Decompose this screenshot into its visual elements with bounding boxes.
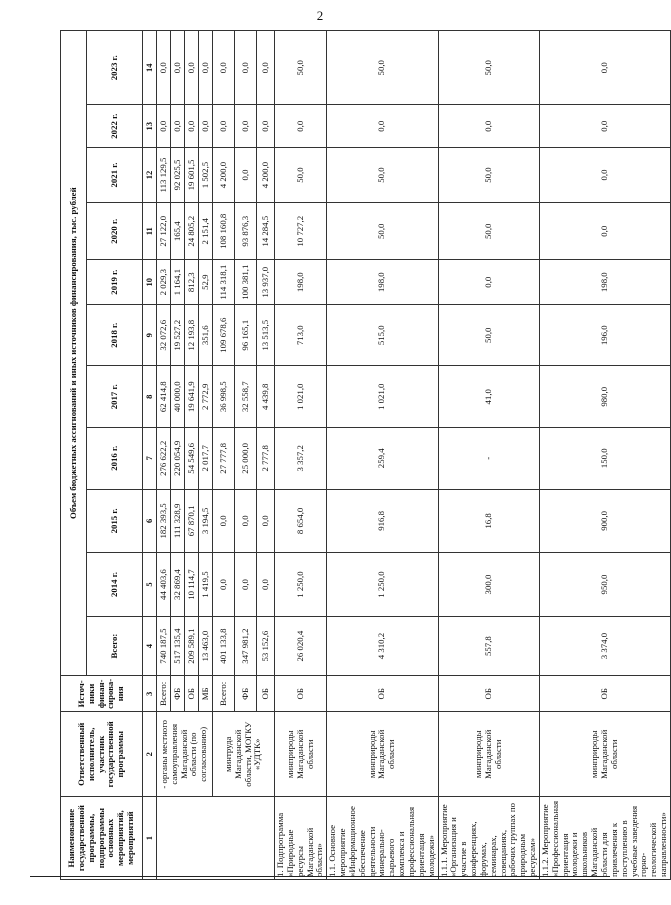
year-header: 2016 г. bbox=[87, 428, 143, 490]
value-cell: 4 200,0 bbox=[213, 147, 235, 202]
value-cell: 41,0 bbox=[438, 366, 539, 428]
column-number: 11 bbox=[143, 203, 157, 260]
year-header: 2018 г. bbox=[87, 304, 143, 366]
value-cell: 916,8 bbox=[327, 489, 438, 553]
src-cell: МБ bbox=[199, 676, 213, 712]
value-cell: 0,0 bbox=[539, 147, 670, 202]
table-row bbox=[275, 31, 327, 880]
value-cell: 50,0 bbox=[438, 31, 539, 106]
column-number: 1 bbox=[143, 797, 157, 880]
src-cell: ОБ bbox=[185, 676, 199, 712]
src-cell: Всего: bbox=[213, 676, 235, 712]
value-cell: 0,0 bbox=[213, 489, 235, 553]
col-name-header: Наименование государственной программы, подпрограммы основных мероприятий, мероприятий bbox=[61, 797, 143, 880]
column-number: 13 bbox=[143, 105, 157, 147]
value-cell: 0,0 bbox=[199, 31, 213, 106]
value-cell: 54 549,6 bbox=[185, 428, 199, 490]
total-cell: 53 152,6 bbox=[257, 616, 275, 675]
value-cell: 150,0 bbox=[539, 428, 670, 490]
src-cell: ОБ bbox=[438, 676, 539, 712]
resp-cell: минприроды Магаданской области bbox=[539, 712, 670, 797]
value-cell: 32 869,4 bbox=[171, 553, 185, 617]
value-cell: 24 805,2 bbox=[185, 203, 199, 260]
value-cell: 3 194,5 bbox=[199, 489, 213, 553]
value-cell: 198,0 bbox=[275, 260, 327, 305]
value-cell: 0,0 bbox=[171, 31, 185, 106]
value-cell: 2 777,8 bbox=[257, 428, 275, 490]
value-cell: 19 641,9 bbox=[185, 366, 199, 428]
item-name-cell: 1.1.1. Мероприятие «Организация и участие в конференциях, форумах, семинарах, совещаниях, рабочих группах по природным ресурсам» bbox=[438, 797, 539, 880]
value-cell: 713,0 bbox=[275, 304, 327, 366]
value-cell: 0,0 bbox=[539, 203, 670, 260]
value-cell: 0,0 bbox=[235, 147, 257, 202]
value-cell: 0,0 bbox=[199, 105, 213, 147]
column-number: 6 bbox=[143, 489, 157, 553]
value-cell: 50,0 bbox=[438, 304, 539, 366]
value-cell: 96 165,1 bbox=[235, 304, 257, 366]
value-cell: 276 622,2 bbox=[157, 428, 171, 490]
value-cell: 1 021,0 bbox=[327, 366, 438, 428]
value-cell: 111 328,9 bbox=[171, 489, 185, 553]
value-cell: 12 193,8 bbox=[185, 304, 199, 366]
value-cell: 67 870,1 bbox=[185, 489, 199, 553]
value-cell: 0,0 bbox=[257, 553, 275, 617]
table-row bbox=[213, 31, 235, 880]
column-number-row bbox=[143, 31, 157, 880]
value-cell: 44 403,6 bbox=[157, 553, 171, 617]
value-cell: 32 072,6 bbox=[157, 304, 171, 366]
value-cell: 27 777,8 bbox=[213, 428, 235, 490]
value-cell: 165,4 bbox=[171, 203, 185, 260]
value-cell: 13 937,0 bbox=[257, 260, 275, 305]
value-cell: 0,0 bbox=[275, 105, 327, 147]
value-cell: 515,0 bbox=[327, 304, 438, 366]
value-cell: 0,0 bbox=[235, 489, 257, 553]
value-cell: 198,0 bbox=[327, 260, 438, 305]
table-row bbox=[157, 31, 171, 880]
value-cell: 2 029,3 bbox=[157, 260, 171, 305]
column-number: 8 bbox=[143, 366, 157, 428]
year-header: 2019 г. bbox=[87, 260, 143, 305]
value-cell: 3 357,2 bbox=[275, 428, 327, 490]
src-cell: ОБ bbox=[275, 676, 327, 712]
value-cell: 0,0 bbox=[257, 105, 275, 147]
value-cell: 1 250,0 bbox=[327, 553, 438, 617]
value-cell: 92 025,5 bbox=[171, 147, 185, 202]
value-cell: 32 558,7 bbox=[235, 366, 257, 428]
value-cell: 900,0 bbox=[539, 489, 670, 553]
resp-cell: минприроды Магаданской области bbox=[438, 712, 539, 797]
value-cell: 114 318,1 bbox=[213, 260, 235, 305]
year-header: 2015 г. bbox=[87, 489, 143, 553]
page-number: 2 bbox=[316, 8, 324, 23]
value-cell: 2 017,7 bbox=[199, 428, 213, 490]
value-cell: 0,0 bbox=[213, 31, 235, 106]
value-cell: 0,0 bbox=[438, 260, 539, 305]
value-cell: 0,0 bbox=[235, 31, 257, 106]
value-cell: 1 021,0 bbox=[275, 366, 327, 428]
column-number: 3 bbox=[143, 676, 157, 712]
value-cell: - bbox=[438, 428, 539, 490]
table-row bbox=[539, 31, 670, 880]
value-cell: 25 000,0 bbox=[235, 428, 257, 490]
column-number: 12 bbox=[143, 147, 157, 202]
src-cell: ОБ bbox=[539, 676, 670, 712]
value-cell: 50,0 bbox=[327, 31, 438, 106]
value-cell: 0,0 bbox=[157, 105, 171, 147]
column-number: 4 bbox=[143, 616, 157, 675]
value-cell: 0,0 bbox=[185, 105, 199, 147]
value-cell: 0,0 bbox=[171, 105, 185, 147]
value-cell: 50,0 bbox=[438, 203, 539, 260]
value-cell: 40 000,0 bbox=[171, 366, 185, 428]
total-cell: 517 135,4 bbox=[171, 616, 185, 675]
value-cell: 0,0 bbox=[157, 31, 171, 106]
value-cell: 93 876,3 bbox=[235, 203, 257, 260]
item-name-cell: 1.1. Основное мероприятие «Информационное обеспечение деятельности минерально-сырьевого комплекса и профессиональная ориентация молодежи» bbox=[327, 797, 438, 880]
value-cell: 62 414,8 bbox=[157, 366, 171, 428]
resp-cell: минтруда Магаданской области, МОГКУ «УДТК» bbox=[213, 712, 275, 797]
value-cell: 50,0 bbox=[275, 147, 327, 202]
value-cell: 36 998,5 bbox=[213, 366, 235, 428]
src-cell: ОБ bbox=[257, 676, 275, 712]
value-cell: 4 439,8 bbox=[257, 366, 275, 428]
value-cell: 108 160,8 bbox=[213, 203, 235, 260]
value-cell: 259,4 bbox=[327, 428, 438, 490]
value-cell: 980,0 bbox=[539, 366, 670, 428]
value-cell: 0,0 bbox=[185, 31, 199, 106]
value-cell: 0,0 bbox=[213, 553, 235, 617]
value-cell: 19 527,2 bbox=[171, 304, 185, 366]
column-number: 14 bbox=[143, 31, 157, 106]
year-header: 2020 г. bbox=[87, 203, 143, 260]
year-header: 2014 г. bbox=[87, 553, 143, 617]
total-cell: 13 463,0 bbox=[199, 616, 213, 675]
value-cell: 220 054,9 bbox=[171, 428, 185, 490]
year-header: 2017 г. bbox=[87, 366, 143, 428]
value-cell: 50,0 bbox=[275, 31, 327, 106]
value-cell: 14 284,5 bbox=[257, 203, 275, 260]
value-cell: 351,6 bbox=[199, 304, 213, 366]
value-cell: 0,0 bbox=[539, 105, 670, 147]
item-name-cell: 1. Подпрограмма «Природные ресурсы Магаданской области» bbox=[275, 797, 327, 880]
col-total-header: Всего: bbox=[87, 616, 143, 675]
year-header: 2021 г. bbox=[87, 147, 143, 202]
src-cell: ОБ bbox=[327, 676, 438, 712]
column-number: 5 bbox=[143, 553, 157, 617]
value-cell: 1 419,5 bbox=[199, 553, 213, 617]
resp-cell: минприроды Магаданской области bbox=[275, 712, 327, 797]
value-cell: 812,3 bbox=[185, 260, 199, 305]
value-cell: 2 151,4 bbox=[199, 203, 213, 260]
value-cell: 182 393,5 bbox=[157, 489, 171, 553]
src-cell: ФБ bbox=[171, 676, 185, 712]
value-cell: 0,0 bbox=[235, 553, 257, 617]
value-cell: 0,0 bbox=[438, 105, 539, 147]
value-cell: 27 122,0 bbox=[157, 203, 171, 260]
value-cell: 52,9 bbox=[199, 260, 213, 305]
budget-table bbox=[60, 30, 671, 880]
value-cell: 0,0 bbox=[327, 105, 438, 147]
column-number: 10 bbox=[143, 260, 157, 305]
footer-rule bbox=[30, 876, 610, 877]
value-cell: 4 200,0 bbox=[257, 147, 275, 202]
total-cell: 557,8 bbox=[438, 616, 539, 675]
value-cell: 19 601,5 bbox=[185, 147, 199, 202]
total-cell: 3 374,0 bbox=[539, 616, 670, 675]
value-cell: 0,0 bbox=[235, 105, 257, 147]
value-cell: 0,0 bbox=[257, 31, 275, 106]
value-cell: 0,0 bbox=[257, 489, 275, 553]
value-cell: 0,0 bbox=[213, 105, 235, 147]
value-cell: 109 678,6 bbox=[213, 304, 235, 366]
value-cell: 13 513,5 bbox=[257, 304, 275, 366]
rotated-table-container bbox=[60, 30, 669, 880]
total-cell: 209 589,1 bbox=[185, 616, 199, 675]
value-cell: 10 727,2 bbox=[275, 203, 327, 260]
value-cell: 300,0 bbox=[438, 553, 539, 617]
column-number: 2 bbox=[143, 712, 157, 797]
table-row bbox=[327, 31, 438, 880]
col-src-header: Источ-ники финан-сирова-ния bbox=[61, 676, 143, 712]
value-cell: 50,0 bbox=[327, 203, 438, 260]
value-cell: 1 250,0 bbox=[275, 553, 327, 617]
resp-cell: минприроды Магаданской области bbox=[327, 712, 438, 797]
src-cell: Всего: bbox=[157, 676, 171, 712]
value-cell: 16,8 bbox=[438, 489, 539, 553]
value-cell: 100 381,1 bbox=[235, 260, 257, 305]
column-number: 9 bbox=[143, 304, 157, 366]
year-header: 2023 г. bbox=[87, 31, 143, 106]
total-cell: 740 187,5 bbox=[157, 616, 171, 675]
total-cell: 26 020,4 bbox=[275, 616, 327, 675]
col-resp-header: Ответственный исполнитель, участник государственной программы bbox=[61, 712, 143, 797]
src-cell: ФБ bbox=[235, 676, 257, 712]
value-cell: 196,0 bbox=[539, 304, 670, 366]
total-cell: 401 133,8 bbox=[213, 616, 235, 675]
value-cell: 10 114,7 bbox=[185, 553, 199, 617]
year-header: 2022 г. bbox=[87, 105, 143, 147]
value-cell: 2 772,9 bbox=[199, 366, 213, 428]
funding-caption: Объем бюджетных ассигнований и иных источников финансирования, тыс. рублей bbox=[61, 31, 87, 676]
group-name-cell bbox=[157, 797, 275, 880]
value-cell: 1 164,1 bbox=[171, 260, 185, 305]
item-name-cell: 1.1.2. Мероприятие «Профессиональная ориентация молодежи и школьников Магаданской области для привлечения к поступлению в учебные заведения горно-геологической направленности» bbox=[539, 797, 670, 880]
column-number: 7 bbox=[143, 428, 157, 490]
value-cell: 50,0 bbox=[327, 147, 438, 202]
table-row bbox=[438, 31, 539, 880]
value-cell: 0,0 bbox=[539, 31, 670, 106]
total-cell: 4 310,2 bbox=[327, 616, 438, 675]
value-cell: 50,0 bbox=[438, 147, 539, 202]
value-cell: 1 502,5 bbox=[199, 147, 213, 202]
total-cell: 347 981,2 bbox=[235, 616, 257, 675]
value-cell: 198,0 bbox=[539, 260, 670, 305]
value-cell: 113 129,5 bbox=[157, 147, 171, 202]
value-cell: 950,0 bbox=[539, 553, 670, 617]
header-row-caption bbox=[61, 31, 87, 880]
resp-cell: - органы местного самоуправления Магаданской области (по согласованию) bbox=[157, 712, 213, 797]
value-cell: 8 654,0 bbox=[275, 489, 327, 553]
